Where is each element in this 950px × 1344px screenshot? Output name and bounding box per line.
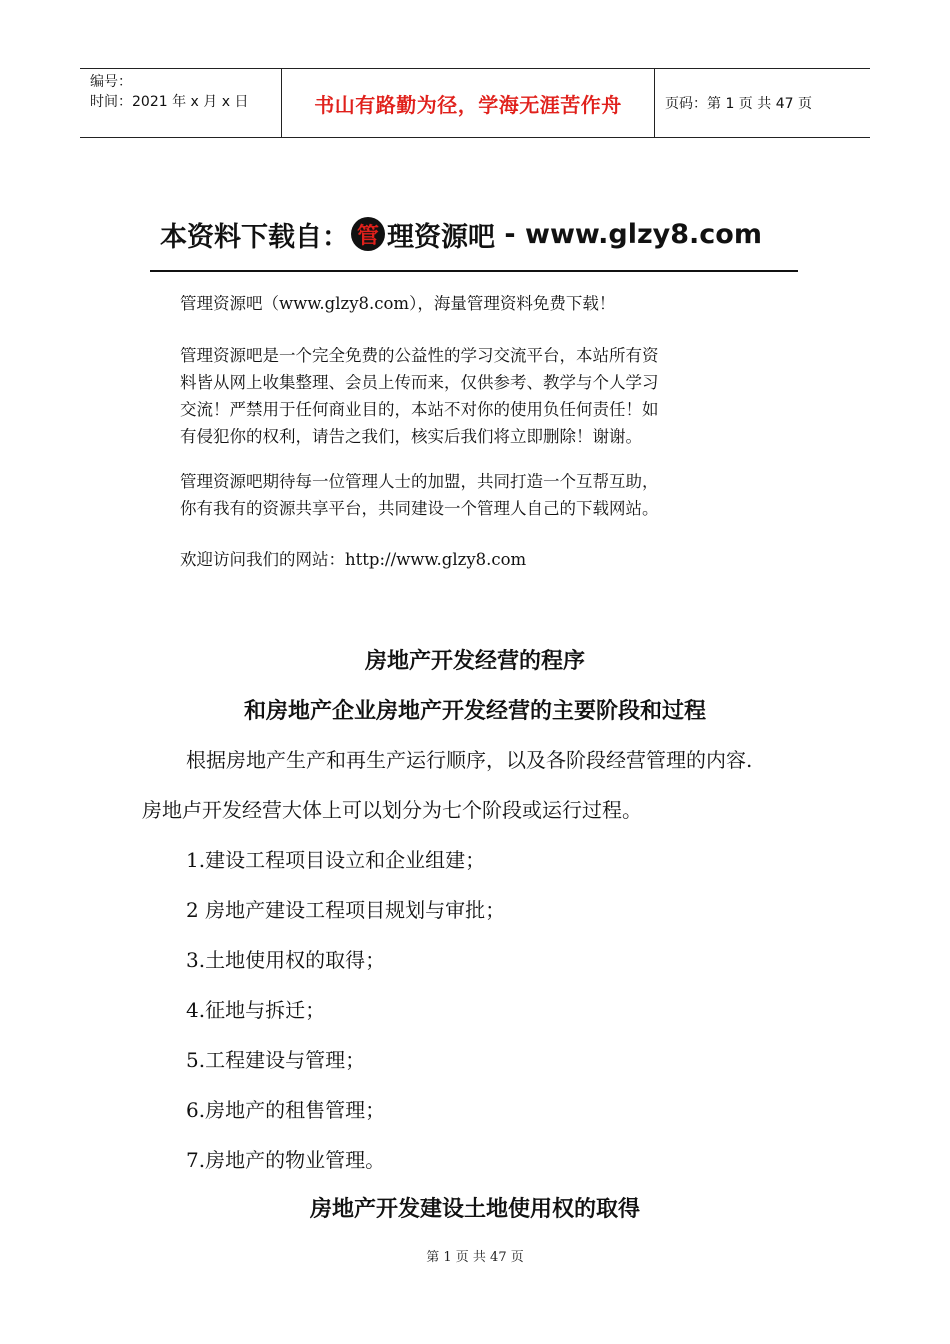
list-item: 6.房地产的租售管理； [186,1098,386,1122]
document-time: 时间：2021 年 x 月 x 日 [90,94,249,110]
notice-paragraph-2: 管理资源吧是一个完全免费的公益性的学习交流平台，本站所有资 料皆从网上收集整理、会员上传而来，仅供参考、教学与个人学习 交流！严禁用于任何商业目的，本站不对你的使用负任何责任！如 有侵犯你的权利，请告之我们，核实后我们将立即删除！谢谢。 [180,346,659,446]
header-meta [80,69,282,137]
notice-line-4: 欢迎访问我们的网站：http://www.glzy8.com [180,550,527,569]
intro-line-2: 房地卢开发经营大体上可以划分为七个阶段或运行过程。 [142,798,642,822]
list-item: 2 房地产建设工程项目规划与审批； [186,898,506,922]
notice-line-1: 管理资源吧（www.glzy8.com），海量管理资料免费下载！ [180,294,616,313]
intro-line-1: 根据房地产生产和再生产运行顺序，以及各阶段经营管理的内容. [186,748,753,772]
section-title-2: 和房地产企业房地产开发经营的主要阶段和过程 [243,699,706,724]
header-motto: 书山有路勤为径，学海无涯苦作舟 [314,92,622,117]
section-title-1: 房地产开发经营的程序 [364,649,585,674]
page-footer: 第 1 页 共 47 页 [426,1250,524,1265]
list-item: 3.土地使用权的取得； [186,948,386,972]
download-banner [160,214,762,254]
document-number: 编号： [90,74,132,90]
list-item: 4.征地与拆迁； [186,998,326,1022]
notice-paragraph-3: 管理资源吧期待每一位管理人士的加盟，共同打造一个互帮互助， 你有我有的资源共享平台，共同建设一个管理人自己的下载网站。 [180,472,659,518]
header-page-info: 页码：第 1 页 共 47 页 [665,96,812,112]
header-page-cell [655,69,870,137]
banner-site-name: 理资源吧 [387,221,495,253]
list-item: 1.建设工程项目设立和企业组建； [186,848,486,872]
section-title-3: 房地产开发建设土地使用权的取得 [309,1197,640,1222]
list-item: 5.工程建设与管理； [186,1048,366,1072]
list-item: 7.房地产的物业管理。 [186,1148,386,1172]
site-logo-seal: 管 [351,217,385,251]
banner-divider [150,270,798,272]
header-table [80,68,870,138]
header-motto-cell [282,69,655,137]
banner-prefix: 本资料下载自： [160,221,349,253]
banner-url: - www.glzy8.com [495,218,762,250]
